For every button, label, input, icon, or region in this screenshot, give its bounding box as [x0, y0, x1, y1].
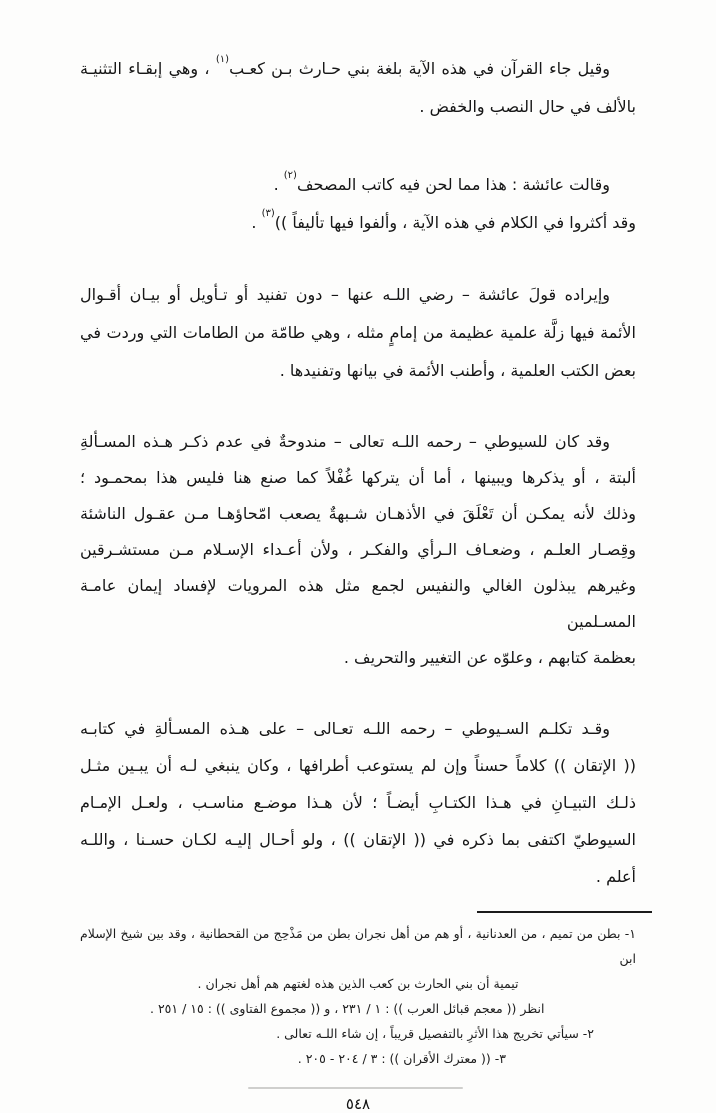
text-line: بعض الكتب العلمية ، وأطنب الأئمة في بيانها وتفنيدها .	[279, 361, 636, 380]
text-line: أعلم .	[595, 867, 636, 886]
paragraph-4	[80, 424, 636, 676]
text-line: وإيراده قولَ عائشة – رضي اللـه عنها – دون تفنيد أو تـأويل أو بيـان أقـوال	[80, 285, 610, 304]
paragraph-2	[80, 166, 636, 242]
footnote-line: ١- بطن من تميم ، من العدنانية ، أو هم من أهل نجران بطن من مَذْحِج من القحطانية ، وقد بين شيخ الإسلام ابن	[80, 926, 636, 966]
footnote-line: ٢- سيأتي تخريج هذا الأثرِ بالتفصيل قريباً ، إن شاء اللـه تعالى .	[276, 1026, 594, 1041]
scan-artifact	[248, 1087, 463, 1089]
text-line: بالألف في حال النصب والخفض .	[419, 97, 636, 116]
text-line: وقد أكثروا في الكلام في هذه الآية ، وألفوا فيها تأليفاً ))$^{(٣)}$ .	[251, 207, 636, 232]
text-line: وقِصـار العلـم ، وضعـاف الـرأي والفكـر ، ولأن أعـداء الإسـلام مـن مستشـرقين	[80, 540, 636, 559]
footnotes-section	[80, 921, 636, 1071]
footnote-separator	[477, 911, 652, 913]
text-line: وقيل جاء القرآن في هذه الآية بلغة بني حـارث بـن كعـب$^{(١)}$ ، وهي إبقـاء التثنيـة	[80, 53, 611, 78]
text-line: وذلك لأنه يمكـن أن تَعْلَقَ في الأذهـان شـبهةٌ يصعب امّحاؤهـا مـن عقـول الناشئة	[80, 504, 636, 523]
footnote-1	[80, 921, 636, 1021]
paragraph-3	[80, 276, 636, 390]
text-line: ذلـك التبيـانِ في هـذا الكتـابِ أيضـاً ؛ لأن هـذا موضـع مناسـب ، ولعـل الإمـام	[80, 793, 636, 812]
paragraph-1	[80, 50, 636, 126]
text-line: وقـد تكلـم السـيوطي – رحمه اللـه تعـالى – على هـذه المسـألةِ في كتابـه	[80, 719, 610, 738]
text-line: السيوطيّ اكتفى بما ذكره في (( الإتقان )) ، ولو أحـال إليـه لكـان حسـنا ، واللـه	[80, 830, 636, 849]
footnote-line: تيمية أن بني الحارث بن كعب الذين هذه لغتهم هم أهل نجران .	[197, 976, 519, 991]
footnote-2	[80, 1021, 636, 1046]
footnote-line: ٣- (( معترك الأقران )) : ٣ / ٢٠٤ - ٢٠٥ .	[297, 1051, 506, 1066]
text-line: (( الإتقان )) كلاماً حسناً وإن لم يستوعب أطرافها ، وكان ينبغي لـه أن يبـين مثـل	[80, 756, 636, 775]
footnote-3	[80, 1046, 636, 1071]
text-block	[80, 0, 636, 895]
text-line: وقالت عائشة : هذا مما لحن فيه كاتب المصحف$^{(٢)}$ .	[273, 169, 610, 194]
text-line: الأئمة فيها زلَّة علمية عظيمة من إمامٍ مثله ، وهي طامّة من الطامات التي وردت في	[80, 323, 636, 342]
text-line: ألبتة ، أو يذكرها ويبينها ، أما أن يتركها غُفْلاً كما صنع هنا فليس هذا بمحمـود ؛	[80, 468, 636, 487]
paragraph-5	[80, 710, 636, 895]
footnote-line: انظر (( معجم قبائل العرب )) : ١ / ٢٣١ ، و (( مجموع الفتاوى )) : ١٥ / ٢٥١ .	[150, 1001, 545, 1016]
text-line: بعظمة كتابهم ، وعلوّه عن التغيير والتحريف .	[343, 648, 636, 667]
text-line: وغيرهم يبذلون الغالي والنفيس لجمع مثل هذه المرويات لإفساد إيمان عامـة المسـلمين	[80, 576, 636, 631]
text-line: وقد كان للسيوطي – رحمه اللـه تعالى – مندوحةٌ في عدم ذكـر هـذه المسـألةِ	[80, 432, 610, 451]
page-number: ٥٤٨	[345, 1095, 371, 1113]
